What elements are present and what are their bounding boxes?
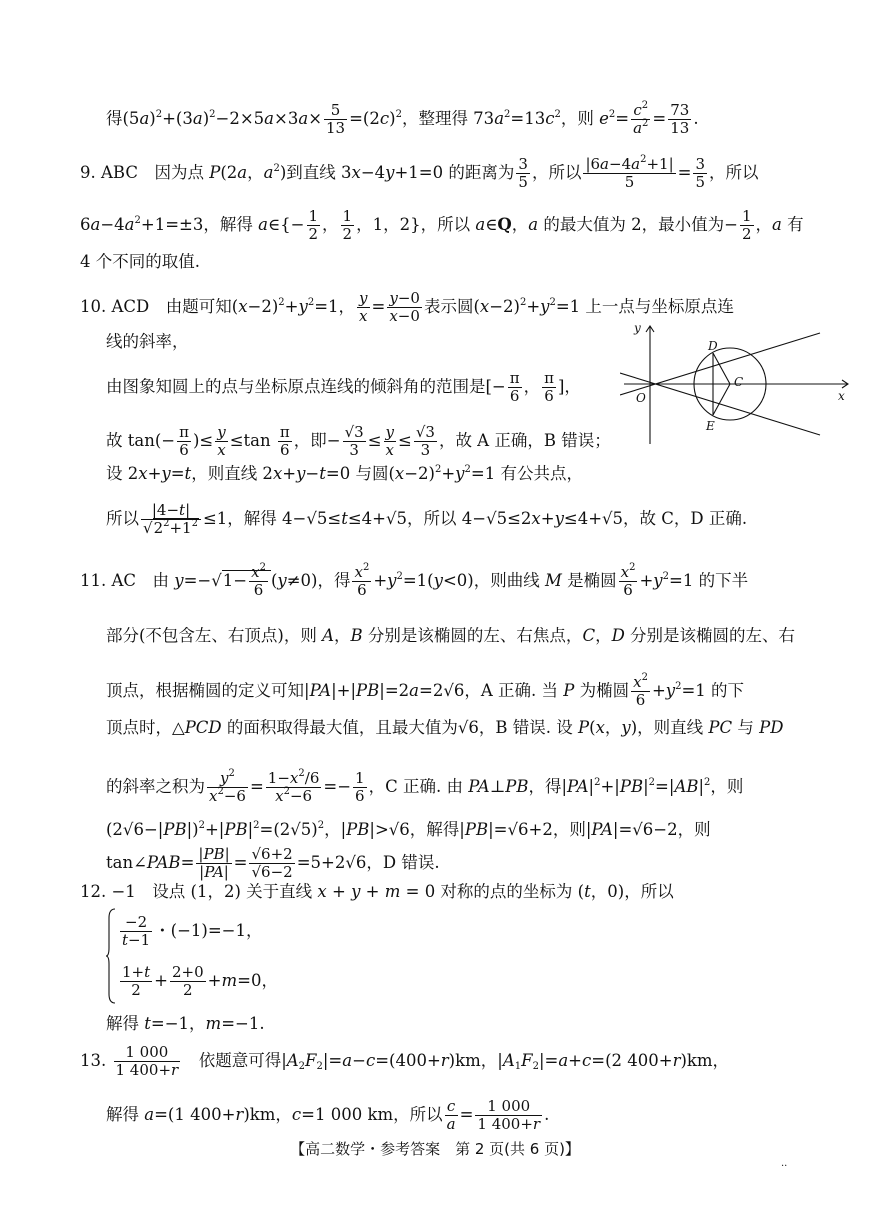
- label-e: E: [706, 419, 715, 433]
- q11-line-7: tan∠PAB= $\frac{|PB|}{|PA|}$ = $\frac{√6+2}{√6-2}$ =5+2√6，D 错误.: [106, 845, 440, 881]
- q10-line-1: 10. ACD 由题可知$(x-2)^2+y^2=1$， $\frac{y}{x}$ = $\frac{y-0}{x-0}$ 表示圆$(x-2)^2+y^2=1$ 上一点与坐标原点连: [80, 289, 734, 325]
- label-y: y: [634, 321, 641, 335]
- q13-line-2: 解得 a=(1 400+r)km，c=1 000 km，所以 $\frac{c}{a}$ = $\frac{1 000}{1 400+r}$ .: [106, 1097, 550, 1133]
- q13-line-1: 13. $\frac{1 000}{1 400+r}$ 依题意可得$|A_2F_2|=a-c=(400+r)km$，$|A_1F_2|=a+c=(2$ 400+r)km，: [80, 1043, 730, 1079]
- q11-line-2: 部分(不包含左、右顶点)，则 A，B 分别是该椭圆的左、右焦点，C，D 分别是该椭圆的左、右: [106, 626, 796, 645]
- q11-line-3: 顶点，根据椭圆的定义可知|PA|+|PB|=2a=2√6，A 正确. 当 P 为椭圆 $\frac{x^2}{6}$ $+y^2=1$ 的下: [106, 672, 745, 709]
- line-prev-solution: 得$(5a)^2+(3a)^2-2\times 5a\times 3a\times$ $\frac{5}{13}$ $=(2c)^2$，整理得 $73a^2=13c^2$，则 $e^2=$ $\frac{c^2}{a^2}$ = $\frac{73}{13}$ .: [106, 100, 699, 137]
- q9-line-3: 4 个不同的取值.: [80, 252, 200, 271]
- q12-line-1: 12. −1 设点 (1，2) 关于直线 x + y + m = 0 对称的点的坐标为 (t，0)，所以: [80, 882, 674, 901]
- page-footer: 【高二数学・参考答案 第 2 页(共 6 页)】: [290, 1140, 580, 1158]
- label-d: D: [708, 339, 718, 353]
- q12-equation-system: [106, 908, 306, 1004]
- q11-line-5: 的斜率之积为 $\frac{y^2}{x^2-6}$ = $\frac{1-x^2/6}{x^2-6}$ =− $\frac{1}{6}$ ，C 正确. 由 PA⊥PB，得$|PA|^2+|PB|^2=|AB|^2$，则: [106, 768, 744, 805]
- q12-equation-2: $\frac{1+t}{2}$ + $\frac{2+0}{2}$ +m=0，: [122, 963, 278, 999]
- q10-line-3: 由图象知圆上的点与坐标原点连线的倾斜角的范围是[− $\frac{\pi}{6}$ ， $\frac{\pi}{6}$ ]，: [106, 369, 581, 405]
- q11-line-4: 顶点时，△PCD 的面积取得最大值，且最大值为√6，B 错误. 设 P(x，y)，则直线 PC 与 PD: [106, 718, 784, 737]
- left-brace-icon: [106, 908, 116, 1004]
- q10-line-4: 故 tan(− $\frac{\pi}{6}$ )≤ $\frac{y}{x}$ ≤tan $\frac{\pi}{6}$ ，即− $\frac{√3}{3}$ ≤ $\frac{y}{x}$ ≤ $\frac{√3}{3}$ ，故 A 正确，B 错误；: [106, 423, 611, 459]
- label-c: C: [734, 375, 744, 389]
- corner-mark: ..: [781, 1158, 788, 1169]
- q9-line-2: $6a-4a^2+1=\pm 3$，解得 a∈{− $\frac{1}{2}$ ， $\frac{1}{2}$ ，1，2}，所以 a∈Q，a 的最大值为 2，最小值为− $\frac{1}{2}$ ，a 有: [80, 207, 804, 243]
- circle-tangent-diagram: [620, 318, 852, 446]
- q9-line-1: 9. ABC 因为点 P(2a，$a^2$)到直线 3x−4y+1=0 的距离为 $\frac{3}{5}$ ，所以 $\frac{|6a-4a^2+1|}{5}$ = $\frac{3}{5}$ ，所以: [80, 154, 759, 191]
- label-x: x: [838, 389, 845, 403]
- q10-line-6: 所以 $\frac{|4-t|}{√2^2+1^2}$ ≤1，解得 4−√5≤t≤4+√5，所以 4−√5≤2x+y≤4+√5，故 C，D 正确.: [106, 501, 748, 537]
- q12-line-result: 解得 t=−1，m=−1.: [106, 1014, 265, 1033]
- q10-line-5: 设 2x+y=t，则直线 2x+y−t=0 与圆$(x-2)^2+y^2=1$ 有公共点，: [106, 464, 583, 483]
- q11-line-1: 11. AC 由 y=−√1− $\frac{x^2}{6}$ (y≠0)，得 $\frac{x^2}{6}$ $+y^2=1(y<0)$，则曲线 M 是椭圆 $\frac{x^2}{6}$ $+y^2=1$ 的下半: [80, 562, 749, 599]
- q12-equation-1: $\frac{-2}{t-1}$ ・(−1)=−1，: [122, 913, 263, 949]
- label-o: O: [636, 391, 646, 405]
- radius-cd: [713, 353, 730, 384]
- q11-line-6: $(2√6-|PB|)^2+|PB|^2=(2√5)^2$，|PB|>√6，解得|PB|=√6+2，则|PA|=√6−2，则: [106, 820, 711, 839]
- radius-ce: [713, 384, 730, 415]
- q10-line-2: 线的斜率，: [106, 332, 189, 351]
